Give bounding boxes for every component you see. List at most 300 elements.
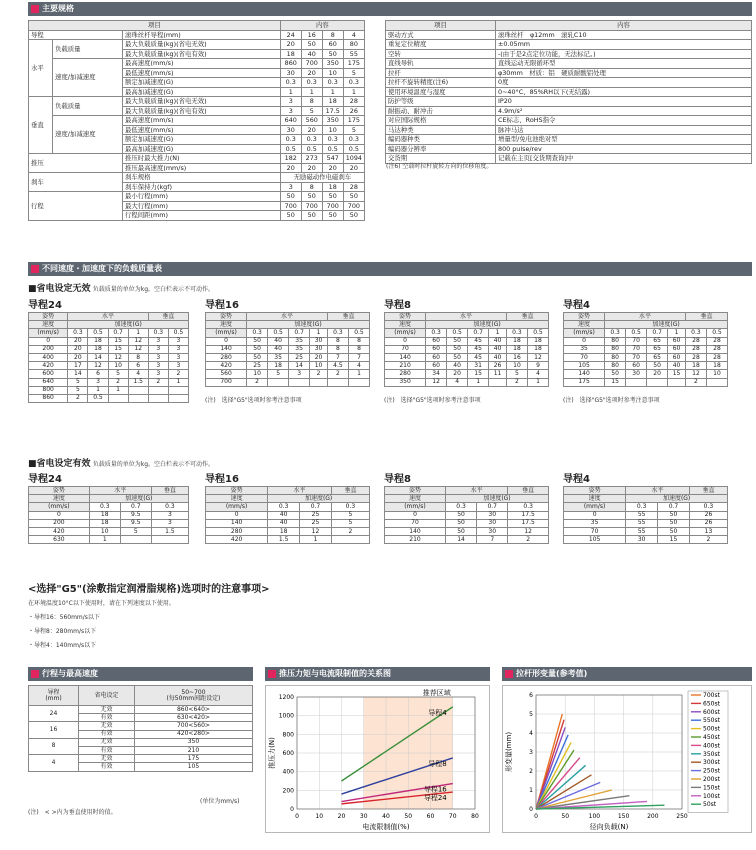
x-tick-label: 80 xyxy=(471,813,479,820)
x-tick-label: 250 xyxy=(676,813,688,820)
table-cell: 280 xyxy=(206,527,268,535)
table-cell: 55 xyxy=(626,527,658,535)
table-cell: 65 xyxy=(647,353,668,361)
spec-row xyxy=(386,106,752,116)
table-cell: 20 xyxy=(310,353,328,361)
table-row xyxy=(385,337,549,345)
table-cell: 5 xyxy=(120,527,151,535)
value-cell: 1 xyxy=(301,87,322,97)
group-cell: 推压 xyxy=(29,154,123,173)
table-cell: 5 xyxy=(331,519,369,527)
table-cell: 3 xyxy=(151,511,188,519)
table-cell: 400 xyxy=(29,353,68,361)
table-cell: 200 xyxy=(29,519,90,527)
load-table xyxy=(563,486,728,544)
load-header-row xyxy=(385,487,549,495)
item-cell: 滚珠丝杆导程(mm) xyxy=(123,30,281,40)
power-save-cell: 无效 xyxy=(79,738,135,746)
accel-cell: 0.5 xyxy=(527,329,548,337)
y-axis-label: 形变量(mm) xyxy=(505,731,513,773)
value-cell: 30 xyxy=(280,125,301,135)
table-cell: 14 xyxy=(88,353,108,361)
accel-cell: 1 xyxy=(128,329,148,337)
item-cell: 直线导轨 xyxy=(386,59,496,69)
item-cell: 最大负载质量(kg)(省电无效) xyxy=(123,97,281,107)
speed-cell: 175 xyxy=(134,755,252,763)
legend-label: 50st xyxy=(703,801,717,809)
table-cell xyxy=(168,386,188,394)
value-cell: CE标志、RoHS指令 xyxy=(496,116,752,126)
table-cell: 12 xyxy=(527,353,548,361)
item-cell: 最高速度(mm/s) xyxy=(123,116,281,126)
item-cell: 最低速度(mm/s) xyxy=(123,125,281,135)
speed-cell: 630<420> xyxy=(134,714,252,722)
value-cell: 50 xyxy=(322,211,343,221)
g5-intro: 在环境温度10°C以下使用时，请在下列速度以下使用。 xyxy=(28,600,175,607)
header-cell: (mm/s) xyxy=(564,329,605,337)
item-cell: 最大负载质量(kg)(省电无效) xyxy=(123,40,281,50)
load-header-row xyxy=(564,487,728,495)
table-row xyxy=(29,519,189,527)
value-cell: 滚珠丝杆 φ12mm 滚轧C10 xyxy=(496,30,752,40)
table-cell: 7 xyxy=(477,536,508,544)
table-cell: 5 xyxy=(506,370,527,378)
value-cell: 50 xyxy=(280,192,301,202)
accel-cell: 0.5 xyxy=(706,329,727,337)
table-cell: 3 xyxy=(168,362,188,370)
accel-cell: 1 xyxy=(668,329,686,337)
table-cell: 30 xyxy=(310,345,328,353)
table-cell: 5 xyxy=(68,386,88,394)
table-cell: 50 xyxy=(447,345,468,353)
table-cell: 50 xyxy=(445,527,476,535)
load-table xyxy=(205,312,370,387)
accel-cell: 0.3 xyxy=(247,329,268,337)
value-cell: 175 xyxy=(343,116,364,126)
table-cell: 2 xyxy=(168,370,188,378)
item-cell: 最小行程(mm) xyxy=(123,192,281,202)
table-cell: 18 xyxy=(527,345,548,353)
table-row xyxy=(29,337,189,345)
item-cell: 推压时最大推力(N) xyxy=(123,154,281,164)
value-cell: 182 xyxy=(280,154,301,164)
table-cell: 17 xyxy=(68,362,88,370)
header-cell: 垂直 xyxy=(148,313,188,321)
table-cell: 10 xyxy=(247,370,268,378)
value-cell: 50 xyxy=(301,192,322,202)
table-row xyxy=(385,519,549,527)
header-cell: 垂直 xyxy=(506,313,548,321)
g5-item: ・导程4：140mm/s以下 xyxy=(28,642,97,649)
value-cell: 3 xyxy=(280,106,301,116)
accel-cell: 0.5 xyxy=(626,329,647,337)
table-cell: 12 xyxy=(128,337,148,345)
table-row xyxy=(385,378,549,386)
value-cell: 4 xyxy=(343,30,364,40)
table-cell: 420 xyxy=(206,536,268,544)
value-cell: 1 xyxy=(280,87,301,97)
power-save-cell: 无效 xyxy=(79,722,135,730)
x-tick-label: 50 xyxy=(561,813,570,820)
table-cell: 60 xyxy=(668,353,686,361)
header-cell: 水平 xyxy=(268,487,332,495)
speed-cell: 350 xyxy=(134,738,252,746)
table-cell xyxy=(268,378,289,386)
table-cell: 40 xyxy=(668,362,686,370)
table-cell: 3 xyxy=(148,370,168,378)
table-cell: 1 xyxy=(468,378,489,386)
table-cell: 60 xyxy=(668,337,686,345)
accel-cell: 0.3 xyxy=(685,329,706,337)
load-header-row xyxy=(564,329,728,337)
table-cell: 14 xyxy=(445,536,476,544)
load-header-row xyxy=(564,313,728,321)
table-cell: 25 xyxy=(289,353,310,361)
table-cell: 8 xyxy=(327,337,348,345)
header-cell: 水平 xyxy=(247,313,328,321)
table-cell: 1.5 xyxy=(151,527,188,535)
accel-cell: 0.3 xyxy=(506,329,527,337)
x-tick-label: 20 xyxy=(337,813,346,820)
table-cell: 14 xyxy=(68,370,88,378)
header-cell: 项目 xyxy=(29,21,281,31)
item-cell: 额定加减速度(G) xyxy=(123,135,281,145)
table-cell: 28 xyxy=(706,345,727,353)
table-row xyxy=(29,738,253,746)
table-cell: 25 xyxy=(300,519,332,527)
spec-row xyxy=(386,68,752,78)
header-cell: (mm/s) xyxy=(29,329,68,337)
table-cell: 50 xyxy=(447,337,468,345)
spec-row xyxy=(29,30,365,40)
x-tick-label: 100 xyxy=(588,813,601,820)
region-label: 推荐区域 xyxy=(422,689,451,697)
value-cell: 1 xyxy=(343,87,364,97)
value-cell: 0.5 xyxy=(322,144,343,154)
table-cell: 5 xyxy=(268,370,289,378)
table-cell: 8 xyxy=(128,353,148,361)
item-cell: 最大负载质量(kg)(省电有效) xyxy=(123,49,281,59)
table-cell: 1 xyxy=(348,370,369,378)
header-cell: 速度 xyxy=(385,321,426,329)
spec-row xyxy=(386,135,752,145)
value-cell: 560 xyxy=(301,116,322,126)
spec-row xyxy=(386,30,752,40)
y-tick-label: 1000 xyxy=(278,712,294,720)
table-cell: 3 xyxy=(168,345,188,353)
series-label: 导程24 xyxy=(423,794,447,803)
item-cell: 对应国际规格 xyxy=(386,116,496,126)
rod-deflection-chart xyxy=(502,685,752,833)
load-header-row xyxy=(29,487,189,495)
series-label: 导程4 xyxy=(428,708,447,717)
item-cell: 最低速度(mm/s) xyxy=(123,68,281,78)
accel-cell: 0.5 xyxy=(268,329,289,337)
table-cell: 2 xyxy=(327,370,348,378)
value-cell: 28 xyxy=(343,182,364,192)
load-table xyxy=(205,486,370,544)
table-cell xyxy=(706,378,727,386)
value-cell: 640 xyxy=(280,116,301,126)
legend-label: 200st xyxy=(703,776,720,783)
legend-label: 400st xyxy=(703,742,720,750)
spec-row xyxy=(386,125,752,135)
header-cell: 姿势 xyxy=(564,487,626,495)
accel-cell: 0.3 xyxy=(68,329,88,337)
table-cell xyxy=(148,394,168,402)
spec-row xyxy=(386,144,752,154)
load-header-row xyxy=(206,487,370,495)
table-cell: 12 xyxy=(128,345,148,353)
table-row xyxy=(29,378,189,386)
table-cell: 40 xyxy=(268,345,289,353)
value-cell: 50 xyxy=(343,211,364,221)
table-cell: 20 xyxy=(68,337,88,345)
table-cell: 13 xyxy=(689,527,727,535)
load-table xyxy=(384,486,549,544)
load-table xyxy=(28,312,189,403)
table-cell: 420 xyxy=(29,527,90,535)
header-cell: 姿势 xyxy=(385,313,426,321)
value-cell: 记载在主页[交货期查询]中 xyxy=(496,154,752,164)
x-axis-label: 电流限制值(%) xyxy=(362,823,410,831)
legend-label: 550st xyxy=(703,717,720,725)
lead-cell: 24 xyxy=(29,706,79,722)
load-header-row xyxy=(385,495,549,503)
stroke-note: (注) < >内为垂直使用时的值。 xyxy=(28,809,117,816)
accel-cell: 0.3 xyxy=(151,503,188,511)
section-header-thrust-chart: 推压力矩与电流限制值的关系图 xyxy=(265,667,490,681)
table-row xyxy=(385,345,549,353)
table-cell: 0 xyxy=(385,511,446,519)
table-cell: 9.5 xyxy=(120,519,151,527)
speed-cell: 420<280> xyxy=(134,730,252,738)
load-header-row xyxy=(385,329,549,337)
y-tick-label: 5 xyxy=(529,711,533,718)
value-cell: 0.3 xyxy=(322,135,343,145)
table-cell: 4 xyxy=(128,370,148,378)
x-tick-label: 40 xyxy=(382,813,390,820)
header-cell: 导程 (mm) xyxy=(29,686,79,706)
table-cell: 175 xyxy=(564,378,605,386)
header-cell: 项目 xyxy=(386,21,496,31)
table-cell: 50 xyxy=(605,370,626,378)
table-cell: 2 xyxy=(506,378,527,386)
load-header-row xyxy=(564,503,728,511)
table-cell: 18 xyxy=(506,345,527,353)
value-cell: 直线运动无限循环型 xyxy=(496,59,752,69)
table-cell: 25 xyxy=(247,362,268,370)
table-cell: 60 xyxy=(426,337,447,345)
table-cell: 60 xyxy=(426,345,447,353)
table-cell: 14 xyxy=(289,362,310,370)
accel-cell: 0.7 xyxy=(289,329,310,337)
value-cell: 30 xyxy=(280,68,301,78)
legend-label: 300st xyxy=(703,759,720,767)
table-cell: 1.5 xyxy=(268,536,300,544)
y-tick-label: 200 xyxy=(282,787,294,795)
table-cell xyxy=(626,378,647,386)
table-cell: 26 xyxy=(689,511,727,519)
table-row xyxy=(206,378,370,386)
header-cell: 内容 xyxy=(280,21,364,31)
table-cell: 9 xyxy=(527,362,548,370)
table-cell: 28 xyxy=(706,353,727,361)
subgroup-cell: 负载质量 xyxy=(53,97,123,116)
y-tick-label: 1200 xyxy=(278,694,294,701)
subgroup-cell: 速度/加减速度 xyxy=(53,59,123,97)
header-cell: 垂直 xyxy=(331,487,369,495)
table-cell: 2 xyxy=(148,378,168,386)
value-cell: 700 xyxy=(343,201,364,211)
table-cell xyxy=(108,394,128,402)
table-cell: 860 xyxy=(29,394,68,402)
load-header-row xyxy=(385,321,549,329)
value-cell: 0.5 xyxy=(343,144,364,154)
legend-label: 150st xyxy=(703,784,720,792)
table-cell: 7 xyxy=(327,353,348,361)
lead-title: 导程16 xyxy=(205,474,239,485)
table-cell: 12 xyxy=(426,378,447,386)
header-cell: 加速度(G) xyxy=(268,495,370,503)
table-row xyxy=(29,394,189,402)
table-row xyxy=(385,536,549,544)
header-cell: 速度 xyxy=(385,495,446,503)
table-cell: 1 xyxy=(300,536,332,544)
table-cell: 3 xyxy=(88,378,108,386)
value-cell: 0.3 xyxy=(343,135,364,145)
table-cell: 15 xyxy=(108,337,128,345)
table-cell: 4 xyxy=(348,362,369,370)
header-cell: 水平 xyxy=(605,313,686,321)
table-cell: 6 xyxy=(88,370,108,378)
table-cell: 80 xyxy=(605,362,626,370)
value-cell: 860 xyxy=(280,59,301,69)
item-cell: 刹车规格 xyxy=(123,173,281,183)
value-cell: 700 xyxy=(322,201,343,211)
table-cell: 50 xyxy=(247,353,268,361)
load-table xyxy=(384,312,549,387)
value-cell: 175 xyxy=(343,59,364,69)
accel-cell: 0.3 xyxy=(268,503,300,511)
value-cell: 8 xyxy=(322,30,343,40)
table-cell: 0 xyxy=(29,511,90,519)
table-cell: 18 xyxy=(506,337,527,345)
table-cell: 4 xyxy=(447,378,468,386)
spec-row xyxy=(386,87,752,97)
table-cell: 5 xyxy=(108,370,128,378)
table-cell: 10 xyxy=(706,370,727,378)
table-cell: 65 xyxy=(647,337,668,345)
value-cell: 26 xyxy=(343,106,364,116)
table-cell: 18 xyxy=(268,362,289,370)
value-cell: 18 xyxy=(322,97,343,107)
value-cell: 80 xyxy=(343,40,364,50)
header-cell: 加速度(G) xyxy=(89,495,188,503)
table-row xyxy=(206,511,370,519)
table-cell: 25 xyxy=(300,511,332,519)
table-cell xyxy=(120,536,151,544)
table-cell: 3 xyxy=(148,345,168,353)
table-cell: 28 xyxy=(685,353,706,361)
value-cell: IP20 xyxy=(496,97,752,107)
table-cell: 8 xyxy=(348,345,369,353)
load-header-row xyxy=(206,503,370,511)
table-cell: 420 xyxy=(206,362,247,370)
table-cell: 35 xyxy=(289,345,310,353)
value-cell: 20 xyxy=(343,163,364,173)
table-row xyxy=(385,353,549,361)
spec-header-row xyxy=(386,21,752,31)
table-cell: 50 xyxy=(247,345,268,353)
table-cell: 11 xyxy=(489,370,507,378)
legend-label: 500st xyxy=(703,725,720,733)
table-row xyxy=(206,527,370,535)
item-cell: 最大行程(mm) xyxy=(123,201,281,211)
value-cell: 5 xyxy=(343,125,364,135)
load-header-row xyxy=(206,329,370,337)
value-cell: 5 xyxy=(301,106,322,116)
table-cell: 15 xyxy=(468,370,489,378)
power-save-cell: 有效 xyxy=(79,763,135,771)
section-header-load: 不同速度・加速度下的负载质量表 xyxy=(28,262,752,276)
table-cell: 4 xyxy=(527,370,548,378)
value-cell: 20 xyxy=(301,68,322,78)
load-header-row xyxy=(29,329,189,337)
header-cell: 姿势 xyxy=(29,313,68,321)
table-cell: 9.5 xyxy=(120,511,151,519)
header-cell: 垂直 xyxy=(151,487,188,495)
table-cell: 50 xyxy=(647,362,668,370)
table-cell: 140 xyxy=(206,345,247,353)
table-cell: 0 xyxy=(564,337,605,345)
table-cell: 30 xyxy=(477,519,508,527)
table-cell: 2 xyxy=(108,378,128,386)
table-cell: 210 xyxy=(385,536,446,544)
table-row xyxy=(564,345,728,353)
header-cell: 姿势 xyxy=(385,487,446,495)
section-header-specs: 主要规格 xyxy=(28,2,752,16)
table-cell: 15 xyxy=(668,370,686,378)
accel-cell: 0.3 xyxy=(426,329,447,337)
accel-cell: 0.5 xyxy=(447,329,468,337)
accel-cell: 0.5 xyxy=(88,329,108,337)
spec-row xyxy=(29,116,365,126)
x-tick-label: 60 xyxy=(426,813,435,820)
load-header-row xyxy=(206,313,370,321)
table-cell: 3 xyxy=(151,519,188,527)
header-cell: (mm/s) xyxy=(206,329,247,337)
spec-table-right xyxy=(385,20,752,164)
x-tick-label: 150 xyxy=(617,813,630,820)
table-cell: 55 xyxy=(626,519,658,527)
table-cell: 140 xyxy=(385,527,446,535)
x-axis-label: 径向负载(N) xyxy=(589,823,629,831)
header-cell: 速度 xyxy=(206,321,247,329)
spec-row xyxy=(29,59,365,69)
table-cell: 18 xyxy=(88,337,108,345)
table-cell: 15 xyxy=(658,536,690,544)
table-cell: 17.5 xyxy=(508,511,549,519)
table-cell: 630 xyxy=(29,536,90,544)
stroke-header-row xyxy=(29,686,253,706)
table-row xyxy=(29,511,189,519)
g5-ref-note: (注) 选择"G5"选项时参考注意事项 xyxy=(384,397,481,405)
table-cell: 40 xyxy=(268,337,289,345)
table-cell: 28 xyxy=(685,345,706,353)
value-cell: 350 xyxy=(322,59,343,69)
table-cell: 30 xyxy=(477,527,508,535)
